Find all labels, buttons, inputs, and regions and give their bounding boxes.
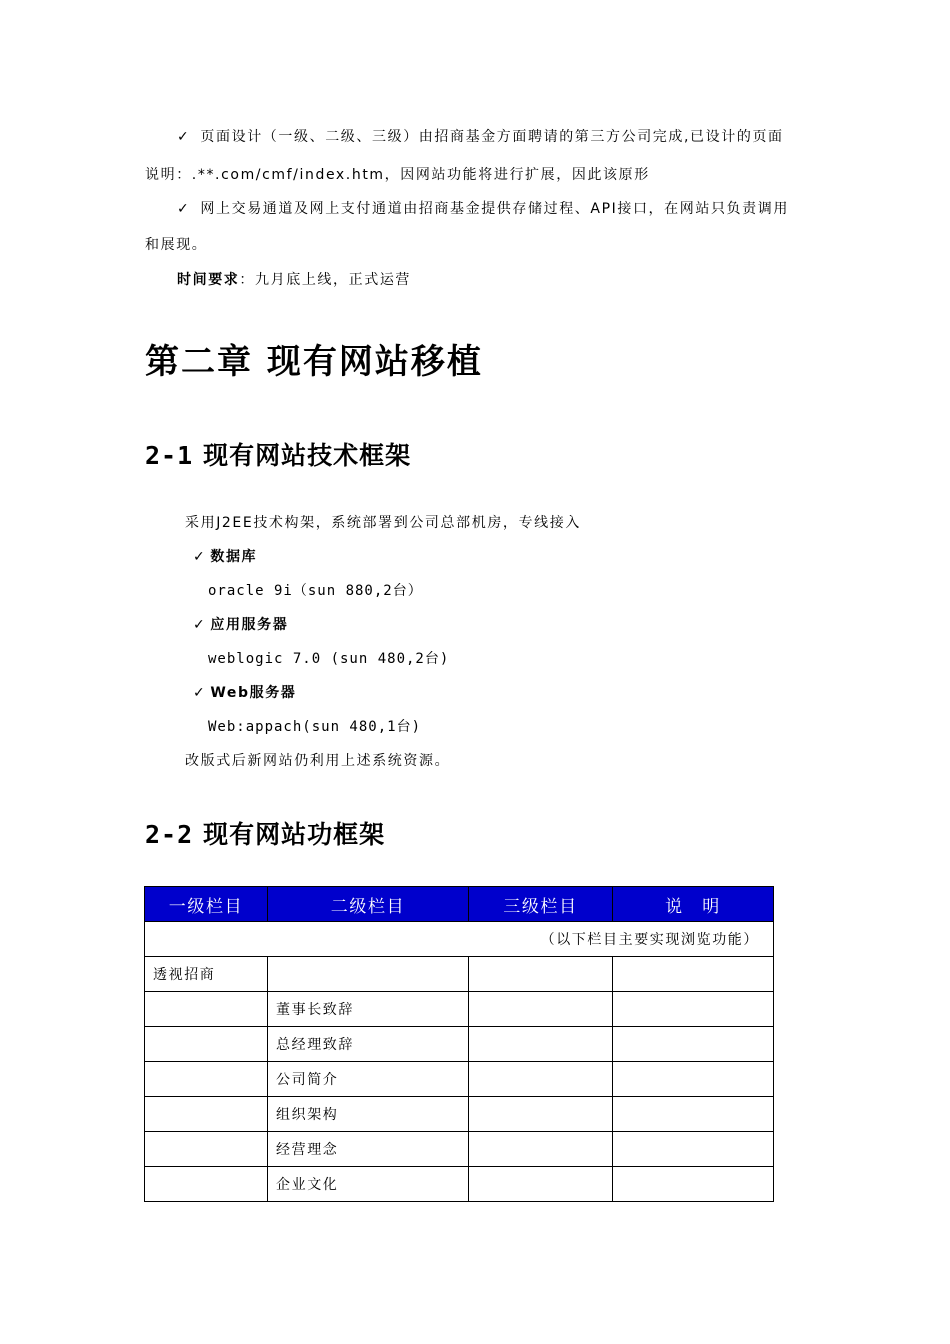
header-level3: 三级栏目 (469, 887, 613, 922)
time-colon: ： (239, 272, 256, 288)
table-cell: 透视招商 (145, 957, 268, 992)
table-note: （以下栏目主要实现浏览功能） (145, 922, 774, 957)
table-cell (469, 1097, 613, 1132)
tech-item-label: Web服务器 (210, 685, 297, 701)
table-cell (145, 1027, 268, 1062)
header-level2: 二级栏目 (268, 887, 469, 922)
intro-item2-line2: 和展现。 (145, 237, 208, 253)
tech-item-app-server (193, 616, 288, 634)
table-cell: 经营理念 (268, 1132, 469, 1167)
header-description: 说 明 (613, 887, 774, 922)
table-row (145, 992, 774, 1027)
section1-intro: 采用J2EE技术构架，系统部署到公司总部机房，专线接入 (185, 515, 581, 531)
intro-item1-text: 页面设计（一级、二级、三级）由招商基金方面聘请的第三方公司完成,已设计的页面 (200, 129, 784, 145)
table-cell: 董事长致辞 (268, 992, 469, 1027)
table-row (145, 1027, 774, 1062)
section-number: 2-2 (145, 820, 194, 849)
section-2-1-heading (145, 436, 411, 472)
table-cell: 公司简介 (268, 1062, 469, 1097)
check-icon: ✓ (193, 685, 207, 701)
table-row (145, 1062, 774, 1097)
section-title: 现有网站技术框架 (203, 441, 412, 470)
table-cell (469, 1062, 613, 1097)
table-cell (613, 992, 774, 1027)
table-header-row (145, 887, 774, 922)
tech-item-value: weblogic 7.0 (sun 480,2台) (208, 651, 450, 667)
table-row (145, 1097, 774, 1132)
table-cell: 总经理致辞 (268, 1027, 469, 1062)
check-icon: ✓ (193, 617, 207, 633)
table-cell (613, 1097, 774, 1132)
table-cell (469, 1132, 613, 1167)
table-cell (469, 957, 613, 992)
check-icon: ✓ (177, 201, 191, 217)
table-cell (613, 1062, 774, 1097)
check-icon: ✓ (193, 549, 207, 565)
intro-item1-line1 (177, 128, 784, 146)
table-row (145, 1167, 774, 1202)
time-requirement (177, 271, 411, 289)
section-2-2-heading (145, 815, 385, 851)
section-number: 2-1 (145, 441, 194, 470)
tech-item-value: Web:appach(sun 480,1台) (208, 719, 422, 735)
chapter-title: 第二章 现有网站移植 (145, 342, 483, 382)
site-structure-table (144, 886, 774, 1202)
table-cell (613, 957, 774, 992)
tech-item-label: 数据库 (210, 549, 258, 565)
table-cell (145, 1097, 268, 1132)
table-row (145, 957, 774, 992)
tech-item-web-server (193, 684, 296, 702)
intro-item1-line2: 说明：.**.com/cmf/index.htm，因网站功能将进行扩展，因此该原形 (145, 167, 650, 183)
table-cell (145, 992, 268, 1027)
time-value: 九月底上线，正式运营 (255, 272, 412, 288)
tech-item-database (193, 548, 257, 566)
table-cell: 组织架构 (268, 1097, 469, 1132)
table-cell (469, 1027, 613, 1062)
table-cell (268, 957, 469, 992)
table-note-row (145, 922, 774, 957)
table-cell (145, 1167, 268, 1202)
table-cell (613, 1132, 774, 1167)
table-row (145, 1132, 774, 1167)
section1-closing: 改版式后新网站仍利用上述系统资源。 (185, 753, 451, 769)
table-cell (145, 1132, 268, 1167)
tech-item-label: 应用服务器 (210, 617, 289, 633)
time-label: 时间要求 (177, 272, 240, 288)
table-cell (613, 1027, 774, 1062)
check-icon: ✓ (177, 129, 191, 145)
table-cell (469, 1167, 613, 1202)
header-level1: 一级栏目 (145, 887, 268, 922)
intro-item2-text: 网上交易通道及网上支付通道由招商基金提供存储过程、API接口，在网站只负责调用 (200, 201, 789, 217)
table-cell (613, 1167, 774, 1202)
tech-item-value: oracle 9i（sun 880,2台） (208, 583, 423, 599)
table-cell (145, 1062, 268, 1097)
table-cell: 企业文化 (268, 1167, 469, 1202)
section-title: 现有网站功框架 (203, 820, 386, 849)
intro-item2-line1 (177, 200, 789, 218)
table-cell (469, 992, 613, 1027)
